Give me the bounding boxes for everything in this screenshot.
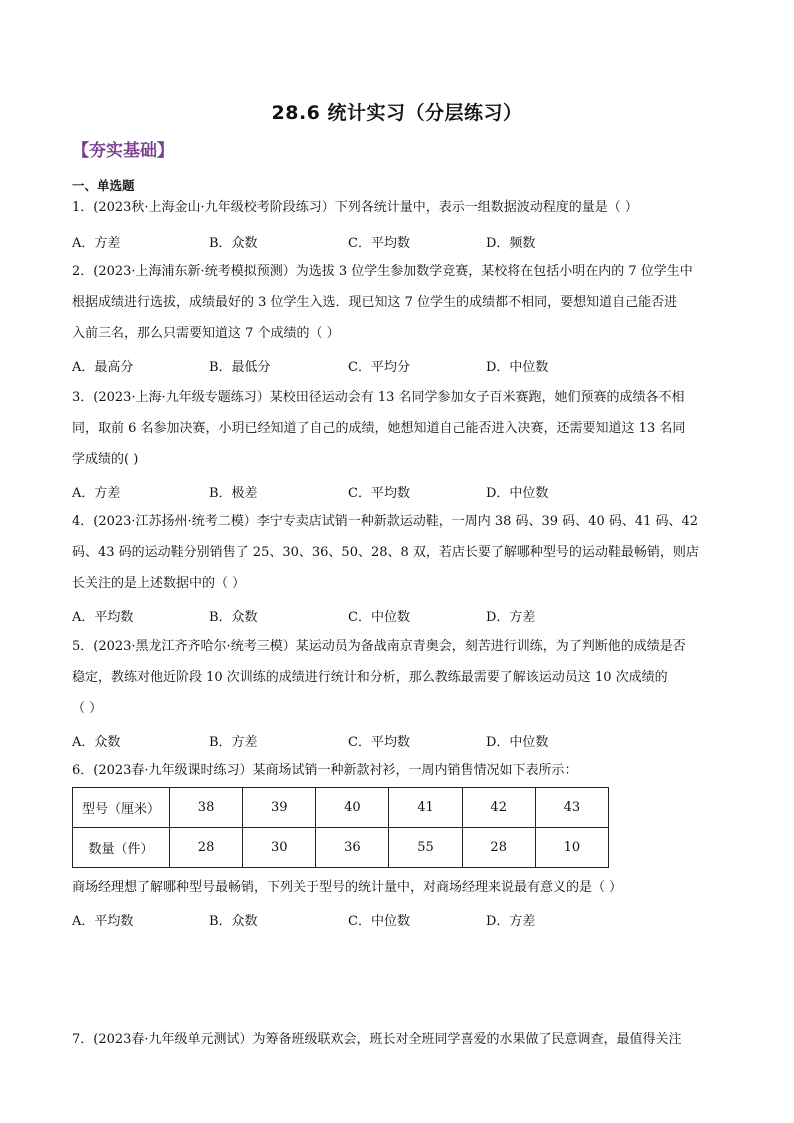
option-c: C．中位数 <box>348 610 410 625</box>
section-tag: 【夯实基础】 <box>72 141 174 161</box>
table-cell: 30 <box>243 828 316 868</box>
option-c: C．平均数 <box>348 486 410 501</box>
option-a: A．平均数 <box>72 914 134 929</box>
option-a: A．众数 <box>72 735 121 750</box>
question-2-line: 2．(2023·上海浦东新·统考模拟预测）为选拔 3 位学生参加数学竞赛，某校将在包括小明在内的 7 位学生中 <box>72 264 693 279</box>
table-row-label: 型号（厘米） <box>73 788 170 828</box>
question-6-options <box>72 910 712 928</box>
question-4-line: 码、43 码的运动鞋分别销售了 25、30、36、50、28、8 双，若店长要了解哪种型号的运动鞋最畅销，则店 <box>72 545 699 560</box>
question-2-line: 入前三名，那么只需要知道这 7 个成绩的（ ） <box>72 326 340 341</box>
page-title: 28.6 统计实习（分层练习） <box>271 102 523 124</box>
section-heading: 一、单选题 <box>72 178 135 193</box>
question-7-line: 7．(2023春·九年级单元测试）为筹备班级联欢会，班长对全班同学喜爱的水果做了民意调查，最值得关注 <box>72 1032 682 1047</box>
table-cell: 10 <box>535 828 608 868</box>
option-c: C．平均数 <box>348 236 410 251</box>
option-c: C．平均数 <box>348 735 410 750</box>
sales-table <box>72 787 609 868</box>
table-cell: 39 <box>243 788 316 828</box>
table-cell: 40 <box>316 788 389 828</box>
table-cell: 36 <box>316 828 389 868</box>
question-4-line: 4．(2023·江苏扬州·统考二模）李宁专卖店试销一种新款运动鞋，一周内 38 码、39 码、40 码、41 码、42 <box>72 514 699 529</box>
option-d: D．方差 <box>486 914 536 929</box>
option-d: D．中位数 <box>486 360 549 375</box>
table-cell: 55 <box>389 828 462 868</box>
question-5-line: （ ） <box>72 701 103 716</box>
option-c: C．平均分 <box>348 360 410 375</box>
question-6-line: 6．(2023春·九年级课时练习）某商场试销一种新款衬衫，一周内销售情况如下表所示： <box>72 763 578 778</box>
option-b: B．方差 <box>209 735 258 750</box>
table-row <box>73 828 609 868</box>
option-b: B．众数 <box>209 610 258 625</box>
question-2-options <box>72 356 712 374</box>
question-3-options <box>72 482 712 500</box>
question-3-line: 学成绩的( ) <box>72 452 139 467</box>
option-a: A．平均数 <box>72 610 134 625</box>
table-row-label: 数量（件） <box>73 828 170 868</box>
question-4-line: 长关注的是上述数据中的（ ） <box>72 576 246 591</box>
table-cell: 38 <box>170 788 243 828</box>
question-5-options <box>72 731 712 749</box>
question-1-line: 1．(2023秋·上海金山·九年级校考阶段练习）下列各统计量中，表示一组数据波动程度的量是（ ） <box>72 200 638 215</box>
question-6-line: 商场经理想了解哪种型号最畅销，下列关于型号的统计量中，对商场经理来说最有意义的是（ ） <box>72 880 623 895</box>
option-d: D．中位数 <box>486 735 549 750</box>
table-cell: 43 <box>535 788 608 828</box>
table-cell: 41 <box>389 788 462 828</box>
option-b: B．极差 <box>209 486 258 501</box>
question-4-options <box>72 606 712 624</box>
question-3-line: 同，取前 6 名参加决赛，小玥已经知道了自己的成绩，她想知道自己能否进入决赛，还需要知道这 13 名同 <box>72 421 686 436</box>
option-d: D．中位数 <box>486 486 549 501</box>
question-5-line: 稳定，教练对他近阶段 10 次训练的成绩进行统计和分析，那么教练最需要了解该运动员这 10 次成绩的 <box>72 670 668 685</box>
table-cell: 42 <box>462 788 535 828</box>
question-5-line: 5．(2023·黑龙江齐齐哈尔·统考三模）某运动员为备战南京青奥会，刻苦进行训练，为了判断他的成绩是否 <box>72 639 686 654</box>
table-cell: 28 <box>462 828 535 868</box>
table-cell: 28 <box>170 828 243 868</box>
option-d: D．方差 <box>486 610 536 625</box>
table-row <box>73 788 609 828</box>
option-b: B．众数 <box>209 914 258 929</box>
option-b: B．最低分 <box>209 360 271 375</box>
question-3-line: 3．(2023·上海·九年级专题练习）某校田径运动会有 13 名同学参加女子百米赛跑，她们预赛的成绩各不相 <box>72 390 685 405</box>
option-b: B．众数 <box>209 236 258 251</box>
option-a: A．方差 <box>72 236 121 251</box>
option-a: A．方差 <box>72 486 121 501</box>
option-c: C．中位数 <box>348 914 410 929</box>
option-d: D．频数 <box>486 236 536 251</box>
question-2-line: 根据成绩进行选拔，成绩最好的 3 位学生入选．现已知这 7 位学生的成绩都不相同，要想知道自己能否进 <box>72 295 678 310</box>
option-a: A．最高分 <box>72 360 134 375</box>
question-1-options <box>72 232 712 250</box>
